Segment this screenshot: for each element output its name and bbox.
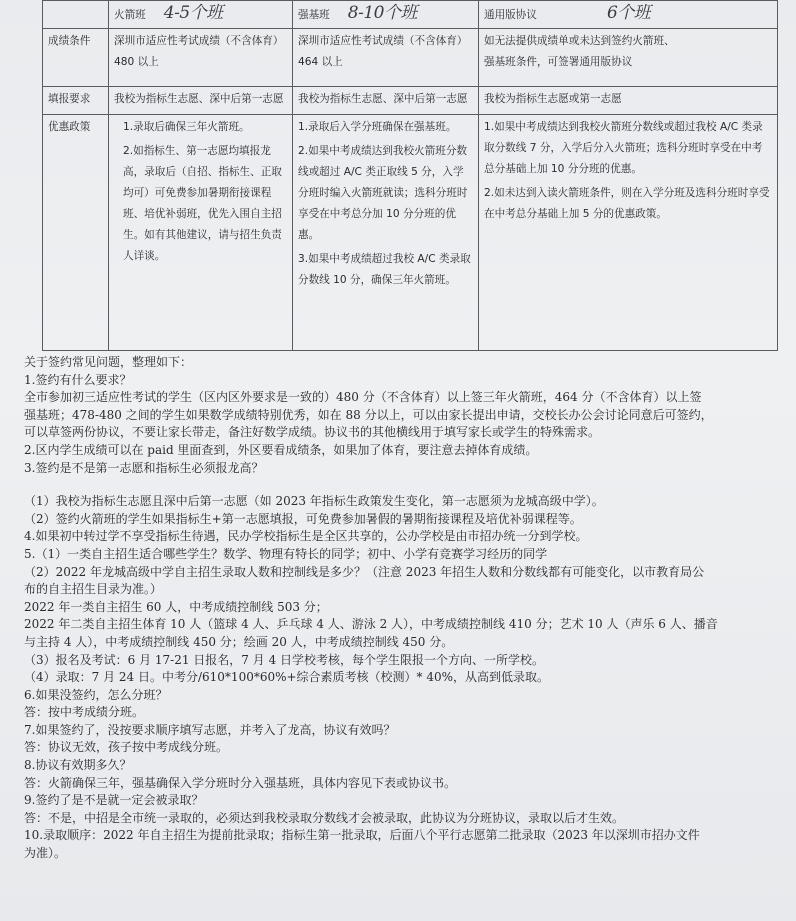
handwritten-class-count: 8-10个班 <box>347 3 417 23</box>
table-cell: 1.录取后确保三年火箭班。 2.如指标生、第一志愿均填报龙高，录取后（自招、指标生、正取均可）可免费参加暑期衔接课程班、培优补弱班，优先入围自主招生。如有其他建议，请与招生负责人详谈。 <box>109 115 293 351</box>
faq-question: 3.签约是不是第一志愿和指标生必须报龙高？ <box>24 460 264 475</box>
faq-question: 2.区内学生成绩可以在 paid 里面查到，外区要看成绩条，如果加了体育，要注意去掉体育成绩。 <box>24 442 538 457</box>
table-row <box>43 115 778 351</box>
row-label: 成绩条件 <box>43 29 109 87</box>
faq-question: 4.如果初中转过学不享受指标生待遇，民办学校指标生是全区共享的，公办学校是由市招办统一分到学校。 <box>24 529 588 544</box>
faq-answer: 强基班；478-480 之间的学生如果数学成绩特别优秀，如在 88 分以上，可以由家长提出申请，交校长办公会讨论同意后可签约， <box>24 407 713 422</box>
faq-answer: 为准）。 <box>24 846 67 861</box>
table-cell: 1.如果中考成绩达到我校火箭班分数线或超过我校 A/C 类录取分数线 7 分，入学后分入火箭班；选科分班时享受在中考总分基础上加 10 分分班的优惠。 2.如未达到入读火箭班条件，则在入学分班及选科分班时享受在中考总分基础上加 5 分的优惠政策。 <box>479 115 778 351</box>
table-cell: 1.录取后入学分班确保在强基班。 2.如果中考成绩达到我校火箭班分数线或超过 A/C 类正取线 5 分，入学分班时编入火箭班就读；选科分班时享受在中考总分加 10 分分班的优惠。 3.如果中考成绩超过我校 A/C 类录取分数线 10 分，确保三年火箭班。 <box>293 115 479 351</box>
faq-answer: 2022 年一类自主招生 60 人，中考成绩控制线 503 分； <box>24 599 328 614</box>
table-header-row <box>43 1 778 29</box>
faq-answer: 答：协议无效，孩子按中考成线分班。 <box>24 740 229 755</box>
faq-question: 8.协议有效期多久？ <box>24 758 132 773</box>
header-rocket-class: 火箭班 4-5个班 <box>109 1 293 29</box>
faq-answer: （1）我校为指标生志愿且深中后第一志愿（如 2023 年指标生政策发生变化，第一志愿须为龙城高级中学）。 <box>24 494 604 509</box>
header-general-agreement: 通用版协议 6个班 <box>479 1 778 29</box>
faq-answer: （4）录取：7 月 24 日。中考分/610*100*60%+综合素质考核（校测）* 40%，从高到低录取。 <box>24 670 550 685</box>
handwritten-class-count: 6个班 <box>606 3 651 23</box>
table-cell: 深圳市适应性考试成绩（不含体育） 464 以上 <box>293 29 479 87</box>
header-strong-base-class: 强基班 8-10个班 <box>293 1 479 29</box>
row-label: 优惠政策 <box>43 115 109 351</box>
table-cell: 深圳市适应性考试成绩（不含体育） 480 以上 <box>109 29 293 87</box>
faq-answer: 答：按中考成绩分班。 <box>24 705 145 720</box>
handwritten-class-count: 4-5个班 <box>163 3 223 23</box>
faq-answer: （3）报名及考试：6 月 17-21 日报名，7 月 4 日学校考核，每个学生限报一个方向、一所学校。 <box>24 652 545 667</box>
blank-gap <box>24 477 784 493</box>
faq-answer: 答：火箭确保三年，强基确保入学分班时分入强基班，具体内容见下表或协议书。 <box>24 775 457 790</box>
faq-question: 1.签约有什么要求？ <box>24 372 132 387</box>
table-row <box>43 29 778 87</box>
faq-answer: 全市参加初三适应性考试的学生（区内区外要求是一致的）480 分（不含体育）以上签三年火箭班，464 分（不含体育）以上签 <box>24 390 702 405</box>
policy-table <box>42 0 778 351</box>
row-label: 填报要求 <box>43 87 109 115</box>
faq-answer: 可以草签两份协议，不要让家长带走，备注好数学成绩。协议书的其他横线用于填写家长或学生的特殊需求。 <box>24 425 601 440</box>
faq-question: 7.如果签约了，没按要求顺序填写志愿，并考入了龙高，协议有效吗？ <box>24 722 396 737</box>
faq-answer: 布的自主招生目录为准。） <box>24 582 163 597</box>
table-cell: 我校为指标生志愿、深中后第一志愿 <box>109 87 293 115</box>
faq-notes <box>24 354 784 863</box>
faq-answer: 与主持 4 人），中考成绩控制线 450 分；绘画 20 人，中考成绩控制线 450 分。 <box>24 634 454 649</box>
notes-intro: 关于签约常见问题，整理如下： <box>24 355 193 369</box>
faq-question: 9.签约了是不是就一定会被录取？ <box>24 793 204 808</box>
faq-answer: （2）签约火箭班的学生如果指标生+第一志愿填报，可免费参加暑假的暑期衔接课程及培优补弱课程等。 <box>24 511 582 526</box>
table-cell: 我校为指标生志愿或第一志愿 <box>479 87 778 115</box>
faq-question: 5.（1）一类自主招生适合哪些学生？数学、物理有特长的同学；初中、小学有竞赛学习经历的同学 <box>24 546 548 561</box>
table-row <box>43 87 778 115</box>
faq-answer: 2022 年二类自主招生体育 10 人（篮球 4 人、乒乓球 4 人、游泳 2 人），中考成绩控制线 410 分；艺术 10 人（声乐 6 人、播音 <box>24 617 718 632</box>
table-cell: 如无法提供成绩单或未达到签约火箭班、 强基班条件，可签署通用版协议 <box>479 29 778 87</box>
faq-question: 6.如果没签约，怎么分班？ <box>24 687 168 702</box>
table-cell: 我校为指标生志愿、深中后第一志愿 <box>293 87 479 115</box>
faq-answer: 答：不是，中招是全市统一录取的，必须达到我校录取分数线才会被录取，此协议为分班协议，录取以后才生效。 <box>24 810 625 825</box>
faq-question: 10.录取顺序：2022 年自主招生为提前批录取；指标生第一批录取，后面八个平行志愿第二批录取（2023 年以深圳市招办文件 <box>24 828 700 843</box>
header-blank-cell <box>43 1 109 29</box>
faq-answer: （2）2022 年龙城高级中学自主招生录取人数和控制线是多少？（注意 2023 年招生人数和分数线都有可能变化，以市教育局公 <box>24 564 705 579</box>
